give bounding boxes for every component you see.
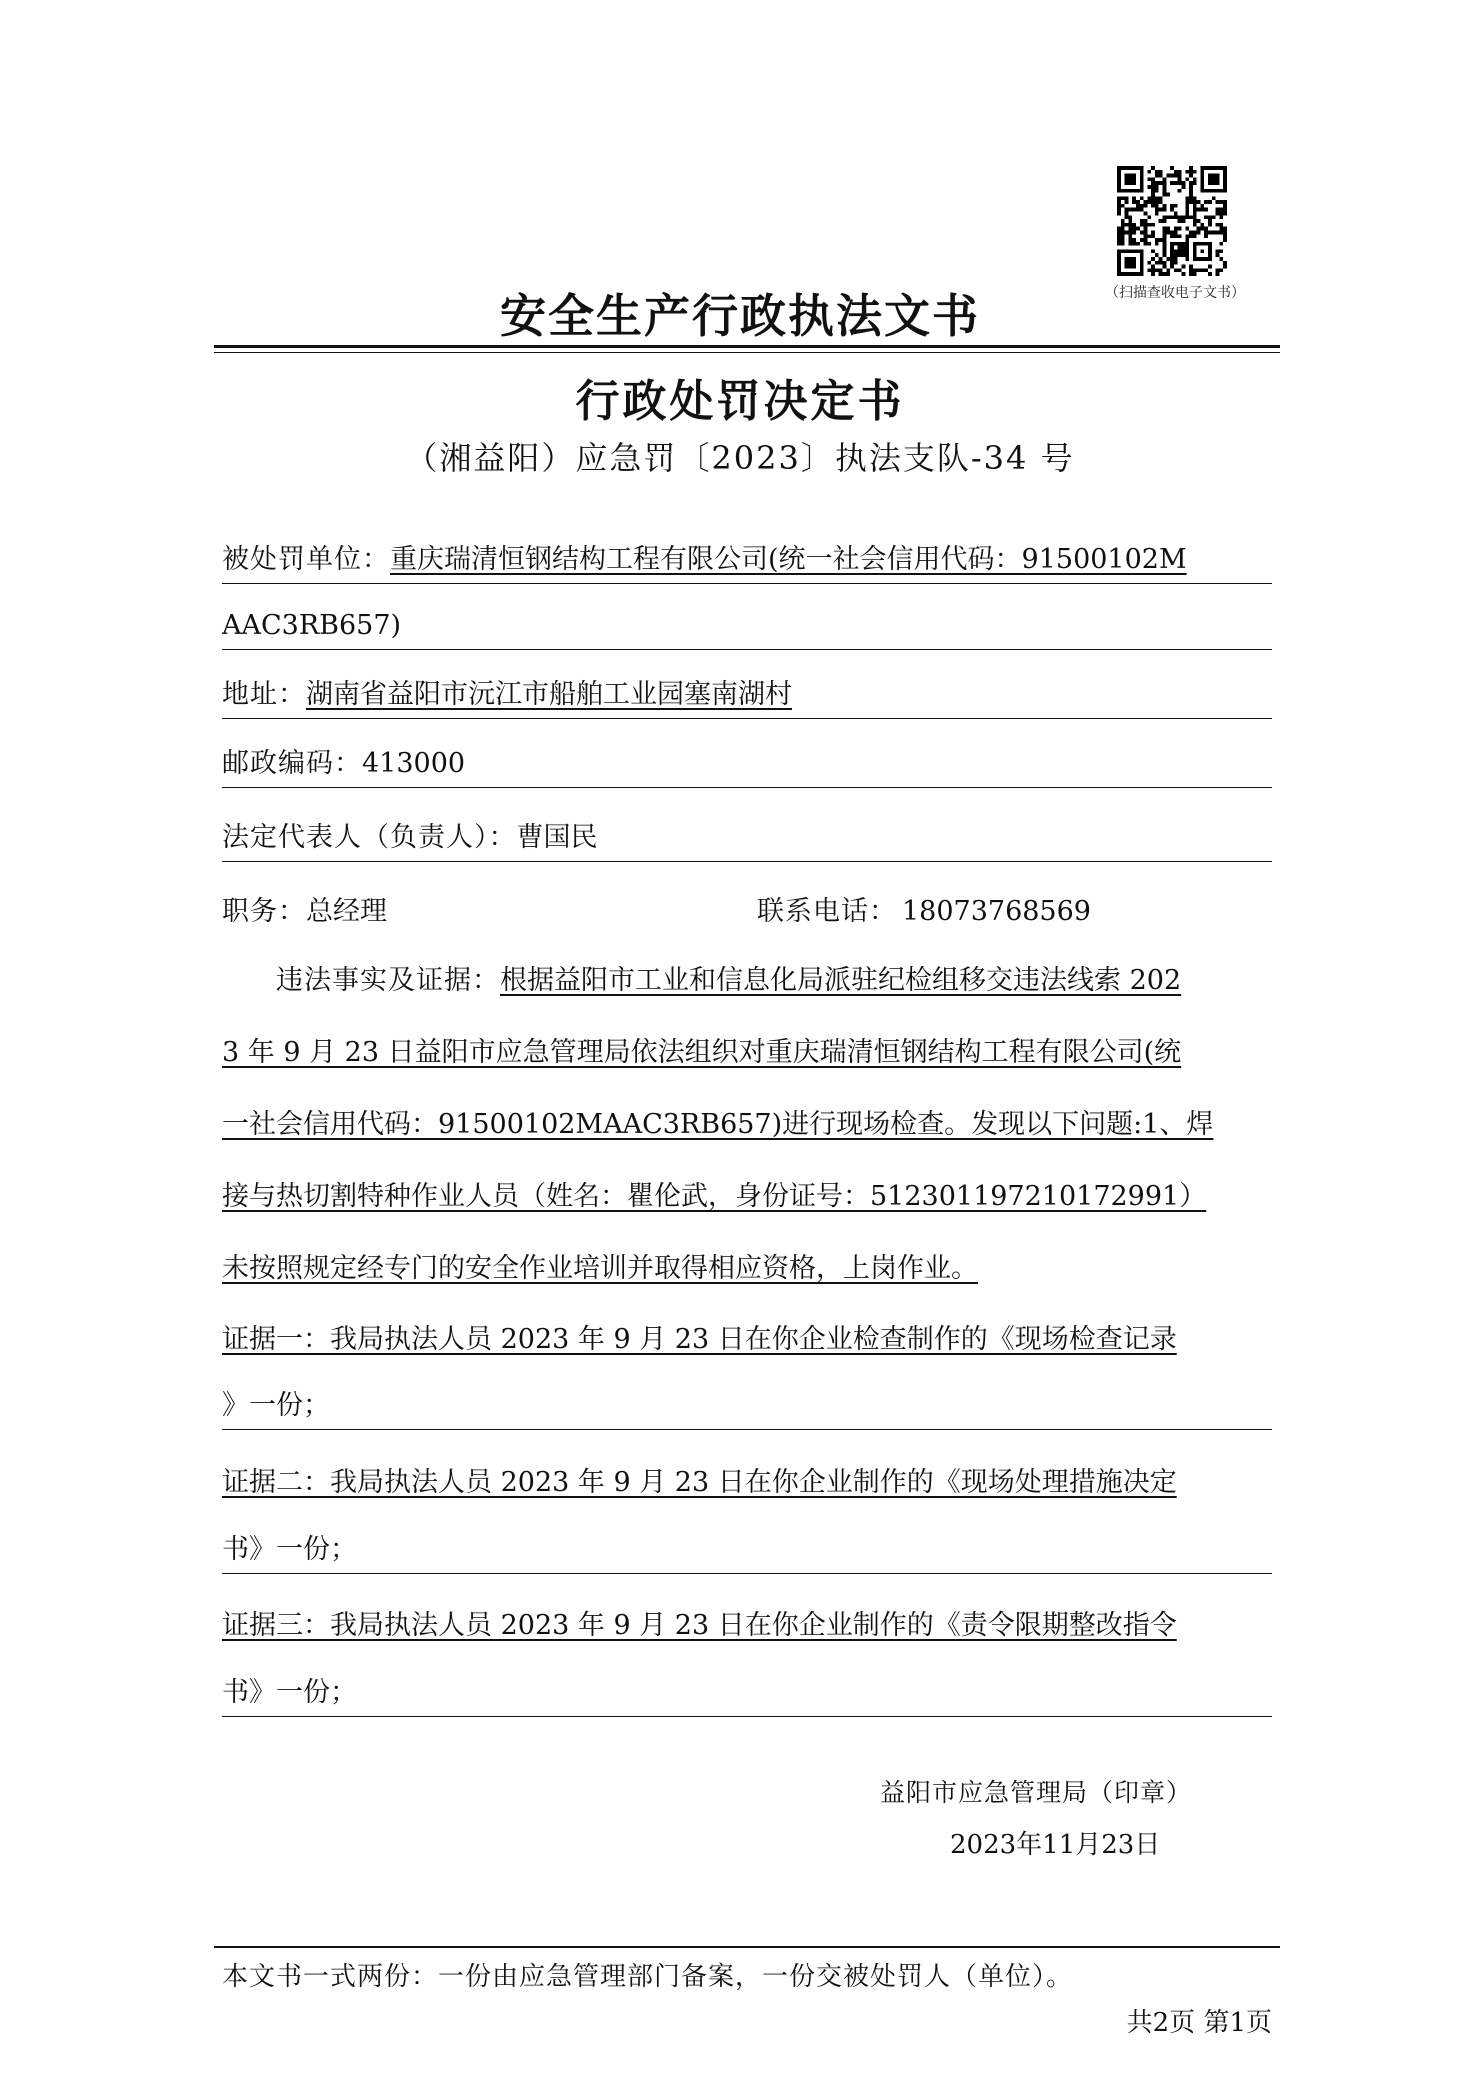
legal-rep-label: 法定代表人（负责人）： [222, 822, 517, 853]
page-info: 共2页 第1页 [1126, 2008, 1272, 2038]
facts-text-1: 根据益阳市工业和信息化局派驻纪检组移交违法线索 202 [500, 965, 1182, 996]
evidence-3-line-1 [222, 1603, 1272, 1649]
phone-label: 联系电话： [757, 896, 897, 927]
evidence-3-line-2 [222, 1670, 1272, 1717]
legal-rep-line [222, 815, 1272, 862]
document-category-title: 安全生产行政执法文书 [500, 289, 980, 343]
facts-text-4: 接与热切割特种作业人员（姓名：瞿伦武，身份证号：512301197210172991） [222, 1181, 1207, 1212]
postcode-value: 413000 [362, 748, 466, 779]
party-value: 重庆瑞清恒钢结构工程有限公司(统一社会信用代码：91500102M [390, 544, 1187, 575]
evidence-1-line-1 [222, 1317, 1272, 1363]
footer-note: 本文书一式两份：一份由应急管理部门备案，一份交被处罚人（单位）。 [222, 1962, 1074, 1992]
qr-code-icon [1117, 166, 1227, 276]
party-line-2 [222, 603, 1272, 650]
phone-field [902, 889, 1272, 935]
facts-line-3 [222, 1102, 1272, 1148]
party-value-cont: AAC3RB657) [222, 610, 402, 641]
facts-text-5: 未按照规定经专门的安全作业培训并取得相应资格，上岗作业。 [222, 1253, 978, 1284]
evidence-2-line-2 [222, 1527, 1272, 1574]
issuing-authority: 益阳市应急管理局（印章） [880, 1778, 1193, 1807]
party-label: 被处罚单位： [222, 544, 390, 575]
evidence-1-text-1: 证据一：我局执法人员 2023 年 9 月 23 日在你企业检查制作的《现场检查记录 [222, 1324, 1177, 1355]
legal-rep-value: 曹国民 [516, 822, 598, 853]
document-number: （湘益阳）应急罚〔2023〕执法支队-34 号 [405, 439, 1075, 477]
issue-date: 2023年11月23日 [950, 1830, 1161, 1860]
position-label: 职务： [222, 896, 306, 927]
facts-line-1 [222, 958, 1326, 1004]
facts-label: 违法事实及证据： [276, 965, 500, 996]
party-line-1 [222, 537, 1272, 584]
evidence-2-text-1: 证据二：我局执法人员 2023 年 9 月 23 日在你企业制作的《现场处理措施决定 [222, 1467, 1177, 1498]
postcode-label: 邮政编码： [222, 748, 362, 779]
qr-caption: （扫描查收电子文书） [1105, 285, 1245, 301]
facts-line-5 [222, 1246, 1272, 1292]
footer-rule [214, 1946, 1280, 1948]
phone-value: 18073768569 [902, 896, 1091, 927]
postcode-line [222, 741, 1272, 788]
page-title: 行政处罚决定书 [575, 376, 905, 427]
address-value: 湖南省益阳市沅江市船舶工业园塞南湖村 [306, 679, 792, 710]
evidence-3-text-1: 证据三：我局执法人员 2023 年 9 月 23 日在你企业制作的《责令限期整改指令 [222, 1610, 1177, 1641]
facts-text-3: 一社会信用代码：91500102MAAC3RB657)进行现场检查。发现以下问题:1、焊 [222, 1109, 1214, 1140]
evidence-2-text-2: 书》一份； [222, 1534, 357, 1565]
position-phone-line [222, 889, 1272, 935]
facts-text-2: 3 年 9 月 23 日益阳市应急管理局依法组织对重庆瑞清恒钢结构工程有限公司(统 [222, 1037, 1182, 1068]
address-line [222, 672, 1272, 719]
evidence-3-text-2: 书》一份； [222, 1677, 357, 1708]
evidence-1-line-2 [222, 1383, 1272, 1430]
position-field [222, 889, 740, 935]
address-label: 地址： [222, 679, 306, 710]
facts-line-2 [222, 1030, 1272, 1076]
evidence-1-text-2: 》一份； [222, 1390, 330, 1421]
header-rule-thin [214, 352, 1280, 353]
header-rule-thick [214, 345, 1280, 348]
position-value: 总经理 [306, 896, 387, 927]
evidence-2-line-1 [222, 1460, 1272, 1506]
facts-line-4 [222, 1174, 1272, 1220]
